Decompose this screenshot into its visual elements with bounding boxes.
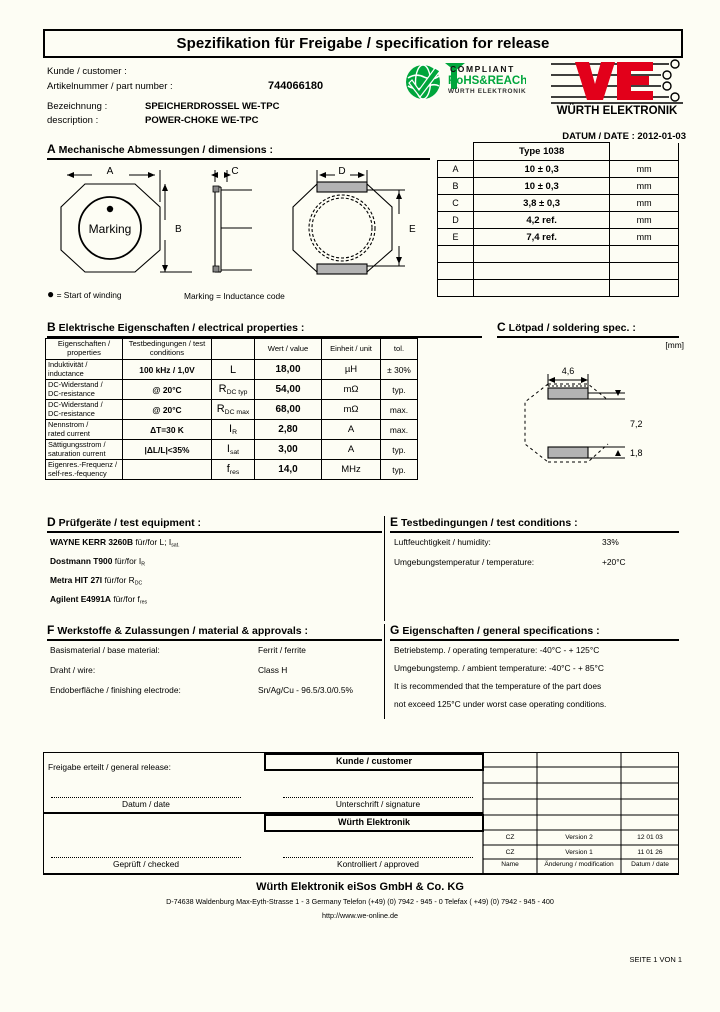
designation-value: SPEICHERDROSSEL WE-TPC <box>145 101 280 112</box>
section-g-rule <box>390 639 679 641</box>
designation-label: Bezeichnung : <box>47 101 108 112</box>
condition-label: Luftfeuchtigkeit / humidity: <box>394 537 491 547</box>
value: 18,00 <box>255 360 322 380</box>
dimensions-table-header <box>438 143 679 161</box>
test-equipment-item <box>50 556 145 567</box>
approved-line <box>283 856 473 858</box>
electrical-properties-table <box>45 338 418 480</box>
solder-pad-top <box>317 182 367 192</box>
svg-text:E: E <box>409 224 416 235</box>
dimension-value: 4,2 ref. <box>473 212 609 229</box>
date-line <box>51 796 241 798</box>
material-row <box>50 645 385 655</box>
symbol: $I_R$ <box>212 420 255 440</box>
test-condition: ΔT=30 K <box>123 420 212 440</box>
date-field: DATUM / DATE : 2012-01-03 <box>562 131 686 142</box>
svg-text:C: C <box>231 166 239 177</box>
page-title <box>43 29 683 58</box>
value: 14,0 <box>255 460 322 480</box>
symbol: $R_{DC max}$ <box>212 400 255 420</box>
symbol: $f_{res}$ <box>212 460 255 480</box>
section-a-letter: A <box>47 142 56 156</box>
wurth-elektronik-logo <box>549 58 685 116</box>
electrical-row <box>46 420 418 440</box>
approved-label: Kontrolliert / approved <box>337 859 419 869</box>
section-a-rule <box>47 158 430 160</box>
material-label: Draht / wire: <box>50 665 96 675</box>
section-f-heading <box>47 623 308 637</box>
section-a-title: Mechanische Abmessungen / dimensions : <box>58 144 273 156</box>
tolerance: typ. <box>381 380 418 400</box>
equipment-name: WAYNE KERR 3260B <box>50 537 134 547</box>
footer-company: Würth Elektronik eiSos GmbH & Co. KG <box>256 881 464 893</box>
dimension-value: 3,8 ± 0,3 <box>473 195 609 212</box>
customer-header: Kunde / customer <box>335 756 412 766</box>
section-g-letter: G <box>390 623 400 637</box>
material-label: Endoberfläche / finishing electrode: <box>50 685 181 695</box>
general-spec-line: Umgebungstemp. / ambient temperature: -40°C - + 85°C <box>394 663 604 673</box>
test-condition: 100 kHz / 1,0V <box>123 360 212 380</box>
winding-dot-icon: ● <box>47 287 55 301</box>
section-e-title: Testbedingungen / test conditions : <box>401 517 578 529</box>
test-condition <box>123 460 212 480</box>
property-name: DC-Widerstand / DC-resistance <box>46 400 123 420</box>
symbol: $R_{DC typ}$ <box>212 380 255 400</box>
equipment-name: Agilent E4991A <box>50 594 111 604</box>
test-equipment-item <box>50 537 180 548</box>
section-de-divider <box>384 516 385 621</box>
unit: A <box>322 420 381 440</box>
partnumber-label: Artikelnummer / part number : <box>47 81 173 92</box>
tolerance: max. <box>381 420 418 440</box>
electrical-row <box>46 460 418 480</box>
electrical-row <box>46 360 418 380</box>
note-marking: Marking = Inductance code <box>184 291 285 301</box>
test-equipment-item <box>50 594 147 605</box>
unit: MHz <box>322 460 381 480</box>
soldering-unit-note: [mm] <box>665 340 684 350</box>
description-value: POWER-CHOKE WE-TPC <box>145 115 259 126</box>
property-name: DC-Widerstand / DC-resistance <box>46 380 123 400</box>
material-label: Basismaterial / base material: <box>50 645 160 655</box>
we-header: Würth Elektronik <box>337 817 410 827</box>
page-title-text: Spezifikation für Freigabe / specification for release <box>176 35 550 52</box>
property-name: Sättigungsstrom / saturation current <box>46 440 123 460</box>
general-spec-line: not exceed 125°C under worst case operating conditions. <box>394 699 607 709</box>
section-c-heading <box>497 320 636 334</box>
section-c-title: Lötpad / soldering spec. : <box>508 322 636 334</box>
start-of-winding-dot <box>107 206 113 212</box>
condition-value: +20°C <box>602 557 626 567</box>
type-header: Type 1038 <box>473 143 609 161</box>
svg-text:COMPLIANT: COMPLIANT <box>450 64 515 74</box>
dimension-value: 10 ± 0,3 <box>473 178 609 195</box>
rev-header-date: Datum / date <box>631 861 669 868</box>
page-number: SEITE 1 VON 1 <box>629 955 682 964</box>
test-condition: @ 20°C <box>123 380 212 400</box>
symbol: L <box>212 360 255 380</box>
condition-value: 33% <box>602 537 619 547</box>
equipment-purpose: für/for $f_{res}$ <box>113 594 148 606</box>
equipment-purpose: für/for $I_R$ <box>114 556 145 568</box>
section-e-letter: E <box>390 515 399 529</box>
electrical-table-header <box>46 339 418 360</box>
section-d-title: Prüfgeräte / test equipment : <box>58 517 202 529</box>
description-label: description : <box>47 115 99 126</box>
unit: µH <box>322 360 381 380</box>
dimension-value: 7,4 ref. <box>473 229 609 246</box>
dimension-symbol: C <box>438 195 474 212</box>
signature-line <box>283 796 473 798</box>
equipment-purpose: für/for L; $I_{sat.}$ <box>135 537 180 549</box>
pad-height-label: 1,8 <box>630 448 643 458</box>
dimension-unit: mm <box>610 212 679 229</box>
material-value: Class H <box>258 665 288 675</box>
electrical-row <box>46 400 418 420</box>
svg-text:B: B <box>175 224 182 235</box>
general-spec-line: Betriebstemp. / operating temperature: -40°C - + 125°C <box>394 645 600 655</box>
equipment-purpose: für/for $R_{DC}$ <box>104 575 143 587</box>
section-b-letter: B <box>47 320 56 334</box>
tolerance: typ. <box>381 460 418 480</box>
revision-modification: Version 1 <box>565 848 593 856</box>
equipment-name: Metra HIT 27I <box>50 575 103 585</box>
material-value: Sn/Ag/Cu - 96.5/3.0/0.5% <box>258 685 353 695</box>
unit: mΩ <box>322 400 381 420</box>
dimension-row-empty <box>438 263 679 280</box>
dimension-symbol: E <box>438 229 474 246</box>
test-equipment-item <box>50 575 142 586</box>
soldering-pad-drawing <box>500 352 680 487</box>
pad-spacing-label: 7,2 <box>630 419 643 429</box>
th-symbol <box>212 339 255 360</box>
value: 54,00 <box>255 380 322 400</box>
revision-date: 11 01 26 <box>637 848 663 856</box>
tolerance: typ. <box>381 440 418 460</box>
dimension-unit: mm <box>610 229 679 246</box>
material-row <box>50 665 385 675</box>
th-tol: tol. <box>381 339 418 360</box>
symbol: $I_{sat}$ <box>212 440 255 460</box>
dimension-value: 10 ± 0,3 <box>473 161 609 178</box>
tolerance: ± 30% <box>381 360 418 380</box>
th-properties: Eigenschaften / properties <box>46 339 123 360</box>
revision-name: CZ <box>505 834 515 841</box>
section-g-heading <box>390 623 600 637</box>
tolerance: max. <box>381 400 418 420</box>
unit: A <box>322 440 381 460</box>
dimension-symbol: B <box>438 178 474 195</box>
dimension-unit: mm <box>610 178 679 195</box>
rev-header-name: Name <box>501 861 519 868</box>
pad-width-label: 4,6 <box>561 366 575 376</box>
th-value: Wert / value <box>255 339 322 360</box>
mechanical-drawings <box>47 162 432 287</box>
material-row <box>50 685 385 695</box>
rev-header-modification: Änderung / modification <box>544 861 614 868</box>
dimension-row-empty <box>438 246 679 263</box>
dimension-unit: mm <box>610 161 679 178</box>
svg-text:D: D <box>338 166 346 177</box>
partnumber-value: 744066180 <box>268 80 324 92</box>
test-condition-row <box>394 537 679 547</box>
section-d-letter: D <box>47 515 56 529</box>
section-b-heading <box>47 320 304 334</box>
pad-top <box>548 388 588 399</box>
dimension-unit: mm <box>610 195 679 212</box>
property-name: Nennstrom / rated current <box>46 420 123 440</box>
property-name: Induktivität / inductance <box>46 360 123 380</box>
dimension-symbol: A <box>438 161 474 178</box>
section-f-rule <box>47 639 382 641</box>
dimension-row <box>438 161 679 178</box>
rohs-compliant-logo <box>404 60 526 102</box>
value: 2,80 <box>255 420 322 440</box>
section-d-heading <box>47 515 201 529</box>
signature-label: Unterschrift / signature <box>335 799 421 809</box>
electrical-row <box>46 440 418 460</box>
section-a-heading <box>47 142 273 156</box>
svg-text:Marking: Marking <box>88 222 132 236</box>
section-f-letter: F <box>47 623 55 637</box>
equipment-name: Dostmann T900 <box>50 556 113 566</box>
general-release-label: Freigabe erteilt / general release: <box>48 762 171 772</box>
solder-pad-bottom <box>317 264 367 274</box>
revision-date: 12 01 03 <box>637 834 663 841</box>
test-condition: @ 20°C <box>123 400 212 420</box>
electrical-row <box>46 380 418 400</box>
section-b-title: Elektrische Eigenschaften / electrical properties : <box>58 322 305 334</box>
test-condition-row <box>394 557 679 567</box>
property-name: Eigenres.-Frequenz / self-res.-fequency <box>46 460 123 480</box>
condition-label: Umgebungstemperatur / temperature: <box>394 557 535 567</box>
dimension-row <box>438 229 679 246</box>
th-unit: Einheit / unit <box>322 339 381 360</box>
dimension-row-empty <box>438 280 679 297</box>
date-label: Datum / date <box>122 799 170 809</box>
note-winding-text: = Start of winding <box>56 290 122 300</box>
material-value: Ferrit / ferrite <box>258 645 306 655</box>
svg-text:WÜRTH ELEKTRONIK: WÜRTH ELEKTRONIK <box>556 105 678 116</box>
test-condition: |ΔL/L|<35% <box>123 440 212 460</box>
section-e-heading <box>390 515 578 529</box>
svg-text:WÜRTH ELEKTRONIK: WÜRTH ELEKTRONIK <box>448 88 526 95</box>
checked-label: Geprüft / checked <box>112 859 180 869</box>
unit: mΩ <box>322 380 381 400</box>
section-g-title: Eigenschaften / general specifications : <box>402 625 600 637</box>
dimensions-table <box>437 142 679 297</box>
dimension-row <box>438 195 679 212</box>
value: 3,00 <box>255 440 322 460</box>
customer-label: Kunde / customer : <box>47 66 127 77</box>
section-d-rule <box>47 531 382 533</box>
dimension-row <box>438 178 679 195</box>
section-f-title: Werkstoffe & Zulassungen / material & approvals : <box>57 625 309 637</box>
svg-text:RoHS&REACh: RoHS&REACh <box>448 75 526 87</box>
general-spec-line: It is recommended that the temperature of the part does <box>394 681 602 691</box>
note-winding <box>47 287 122 301</box>
section-c-letter: C <box>497 320 506 334</box>
release-block <box>43 752 679 876</box>
revision-modification: Version 2 <box>565 834 593 841</box>
dimension-row <box>438 212 679 229</box>
dimension-symbol: D <box>438 212 474 229</box>
section-e-rule <box>390 531 679 533</box>
section-fg-divider <box>384 624 385 719</box>
revision-name: CZ <box>505 848 515 856</box>
footer-address: D-74638 Waldenburg Max-Eyth-Strasse 1 - 3 Germany Telefon (+49) (0) 7942 - 945 - 0 Telefax ( +49) (0) 7942 - 945 - 400 <box>166 897 554 906</box>
footer-url[interactable]: http://www.we-online.de <box>322 911 398 920</box>
pad-bottom <box>548 447 588 458</box>
svg-text:A: A <box>106 166 114 177</box>
value: 68,00 <box>255 400 322 420</box>
section-c-rule <box>497 336 679 338</box>
th-conditions: Testbedingungen / test conditions <box>123 339 212 360</box>
checked-line <box>51 856 241 858</box>
